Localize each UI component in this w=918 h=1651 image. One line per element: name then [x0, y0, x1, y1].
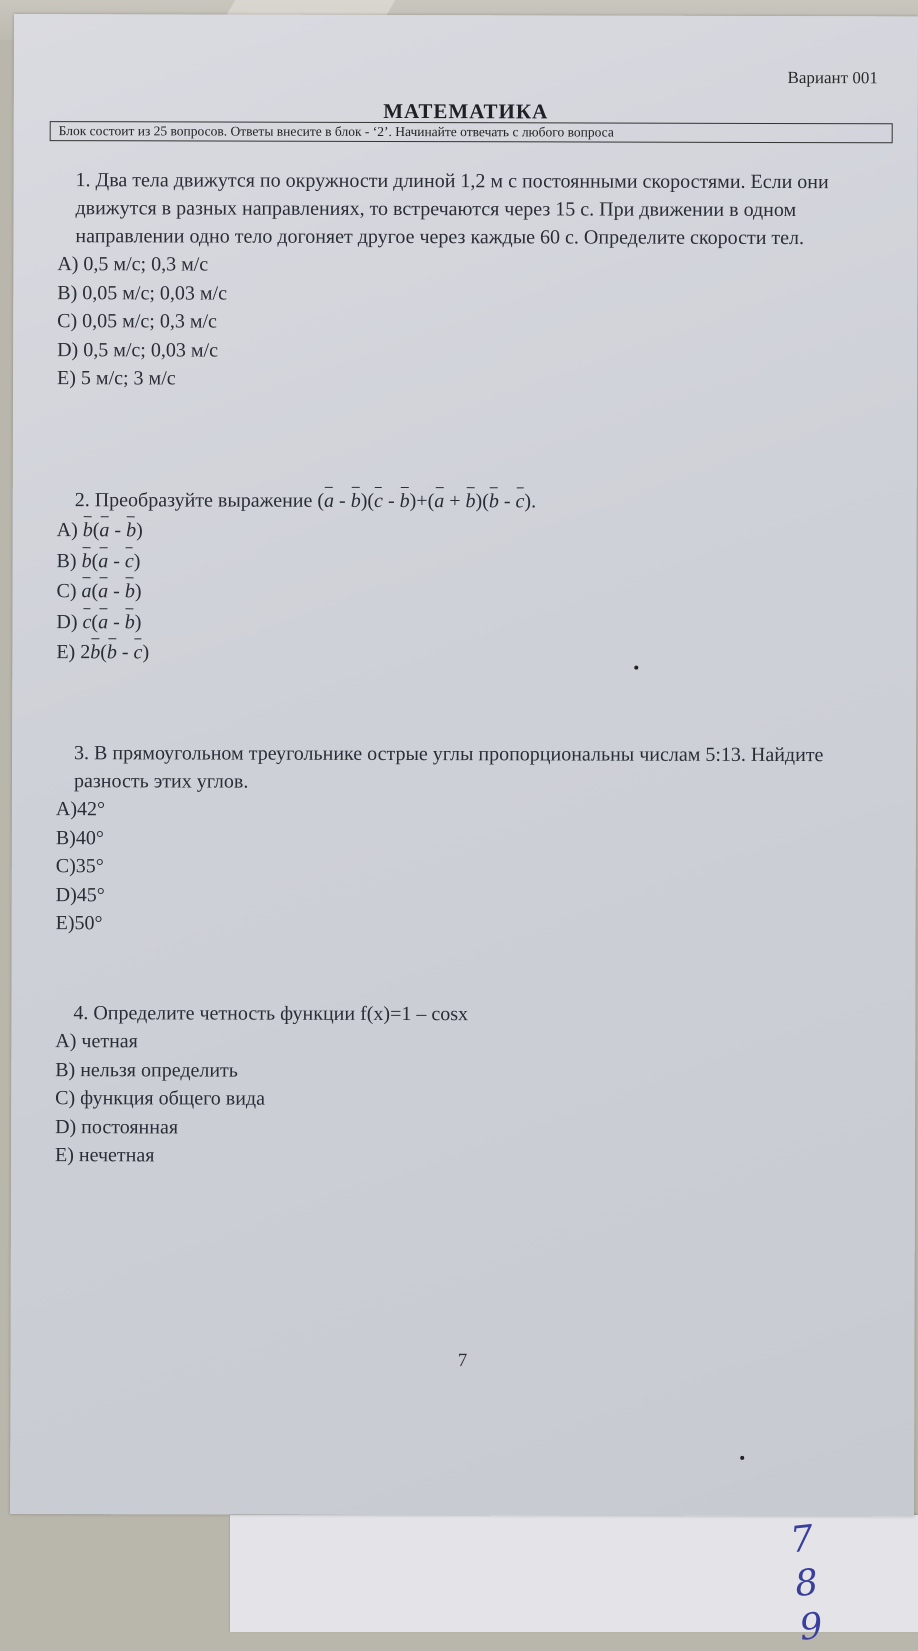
option-b: B)40° [55, 826, 104, 849]
option-a: A) 0,5 м/с; 0,3 м/с [57, 253, 209, 276]
option-c: C)35° [55, 855, 104, 878]
ink-dot [740, 1456, 744, 1460]
question-2-expression: (a - b)(c - b)+(a + b)(b - c). [317, 490, 536, 513]
question-3-stem: 3. В прямоугольном треугольнике острые углы пропорциональны числам 5:13. Найдите разность этих углов. [73, 742, 824, 793]
option-e: E) 5 м/с; 3 м/с [57, 367, 176, 390]
option-a: A) четная [55, 1030, 138, 1053]
option-e: E) 2b(b - c) [56, 636, 834, 669]
option-a: A)42° [55, 798, 106, 821]
question-2 [56, 484, 834, 669]
vector-b: b [82, 545, 92, 576]
variant-label: Вариант 001 [787, 68, 878, 88]
vector-b: b [126, 514, 136, 545]
handwritten-numbers [788, 1511, 881, 1651]
vector-c: c [125, 545, 134, 576]
page-number: 7 [457, 1350, 468, 1372]
vector-c: c [516, 485, 525, 515]
vector-a: a [99, 514, 109, 545]
vector-a: a [434, 485, 444, 515]
ink-dot [634, 666, 638, 670]
question-2-stem [75, 484, 835, 516]
option-d: D)45° [55, 883, 105, 906]
option-d: D) постоянная [55, 1115, 179, 1138]
question-3 [56, 739, 835, 940]
option-a: A) b(a - b) [57, 514, 835, 547]
vector-a: a [98, 606, 108, 637]
vector-a: a [324, 485, 334, 515]
vector-b: b [83, 514, 93, 545]
vector-c: c [374, 485, 383, 515]
option-b: B) нельзя определить [55, 1058, 238, 1082]
vector-a: a [98, 545, 108, 576]
question-1 [57, 166, 836, 395]
vector-b: b [125, 575, 135, 606]
question-3-options [56, 795, 834, 940]
question-4-options [55, 1027, 833, 1172]
question-1-stem: 1. Два тела движутся по окружности длиной 1,2 м с постоянными скоростями. Если они движутся в разных направлениях, то встречаются через 15 с. При движении в одном направлении одно тело догоняет другое через каждые 60 с. Определите скорости тел. [75, 169, 829, 250]
vector-b: b [107, 636, 117, 667]
question-4-stem: 4. Определите четность функции f(x)=1 – cosx [73, 1002, 469, 1026]
vector-b: b [466, 485, 476, 515]
option-e: E) нечетная [54, 1144, 155, 1167]
option-c: C) a(a - b) [56, 575, 834, 608]
question-1-options [57, 250, 835, 395]
handwritten-9: 9 [797, 1605, 825, 1649]
option-d: D) c(a - b) [56, 606, 834, 639]
underlying-sheet [230, 1515, 918, 1649]
vector-b: b [400, 485, 410, 515]
option-c: C) функция общего вида [55, 1087, 266, 1110]
vector-a: a [81, 575, 91, 606]
vector-a: a [98, 575, 108, 606]
option-b: B) 0,05 м/с; 0,03 м/с [57, 281, 228, 305]
vector-c: c [82, 606, 91, 637]
vector-b: b [125, 606, 135, 637]
instructions-box: Блок состоит из 25 вопросов. Ответы внесите в блок - ‘2’. Начинайте отвечать с любого вопроса [50, 121, 893, 143]
question-2-options [56, 514, 834, 669]
vector-b: b [351, 485, 361, 515]
option-e: E)50° [55, 912, 103, 935]
vector-b: b [90, 636, 100, 667]
option-d: D) 0,5 м/с; 0,03 м/с [57, 338, 218, 362]
exam-sheet [10, 14, 918, 1516]
option-b: B) b(a - c) [57, 545, 835, 578]
vector-c: c [134, 636, 143, 667]
question-4 [55, 999, 833, 1172]
question-2-prefix: 2. Преобразуйте выражение [74, 489, 313, 512]
vector-b: b [489, 485, 499, 515]
handwritten-8: 8 [793, 1561, 821, 1606]
handwritten-7: 7 [788, 1518, 816, 1562]
page-title: МАТЕМАТИКА [383, 98, 549, 124]
option-c: C) 0,05 м/с; 0,3 м/с [57, 310, 217, 333]
